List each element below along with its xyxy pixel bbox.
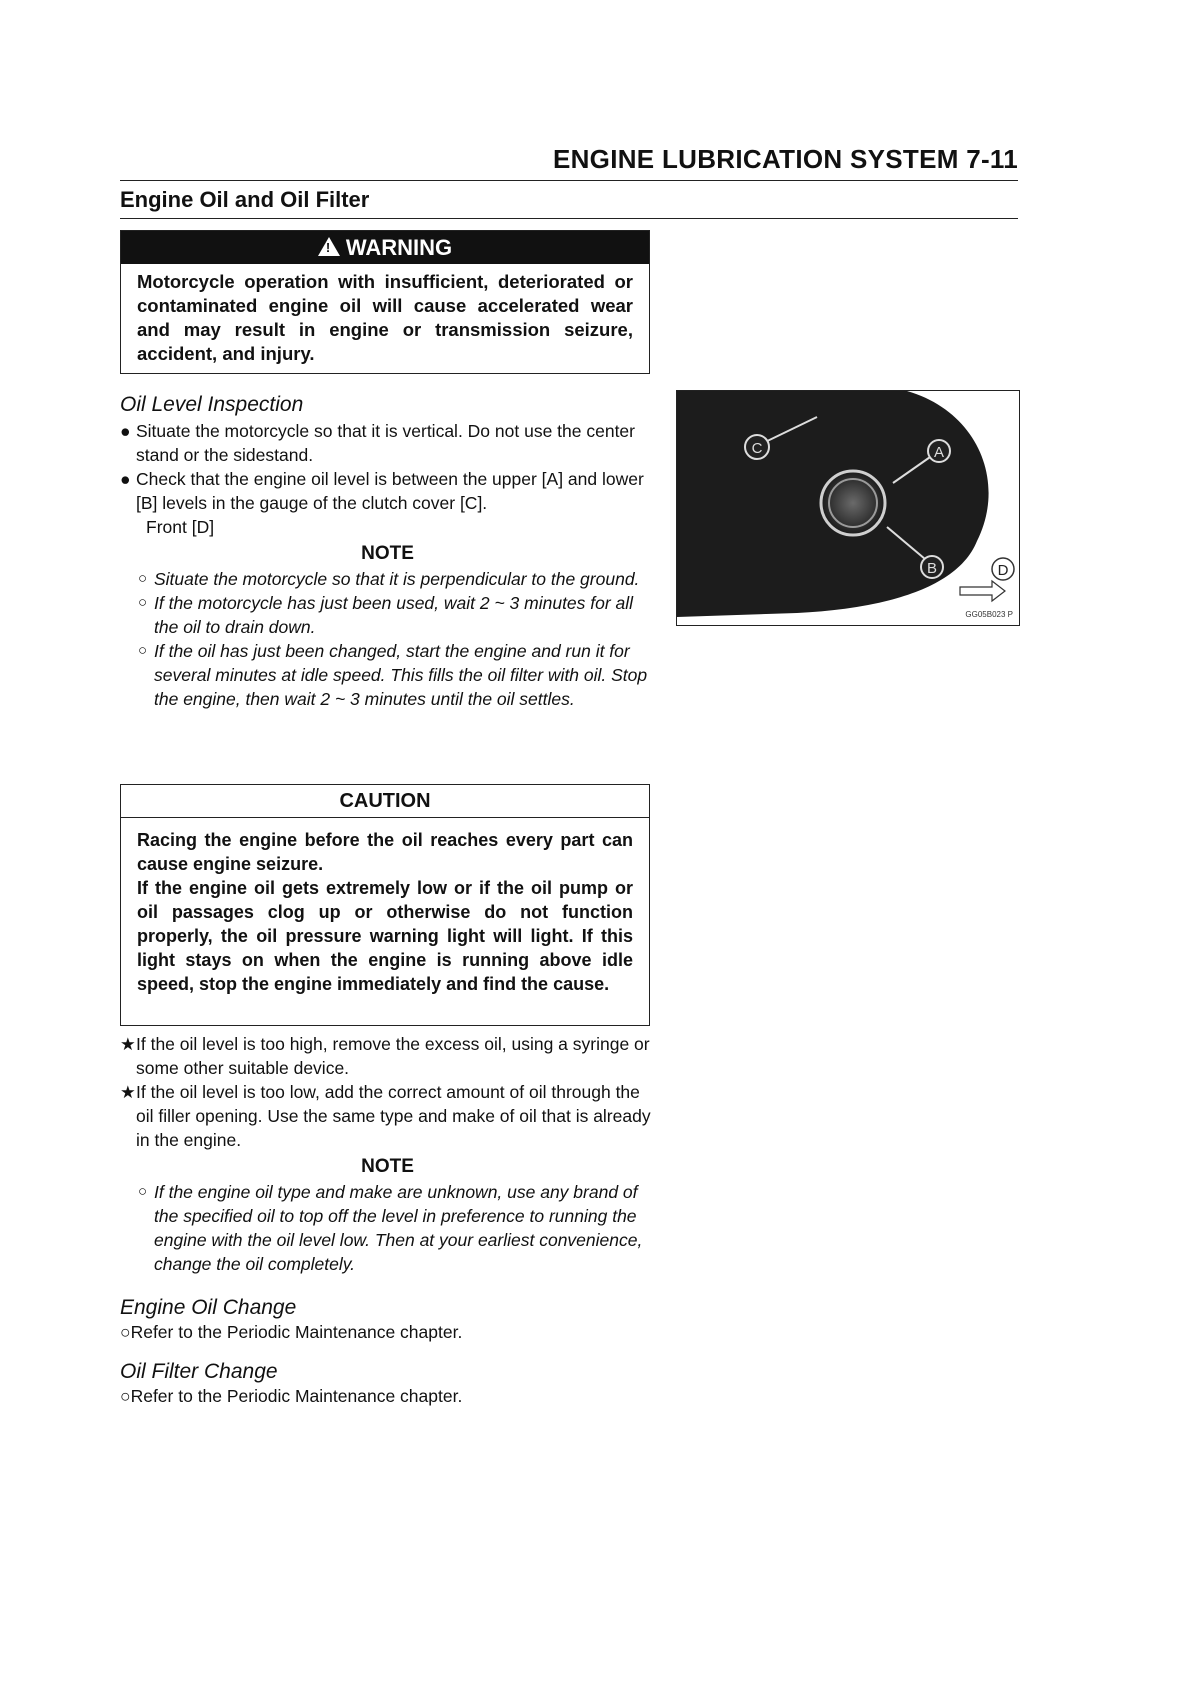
caution-text <box>137 828 633 996</box>
note-item <box>120 639 655 711</box>
note-mark: ○ <box>138 642 148 659</box>
star-mark: ★ <box>120 1034 136 1054</box>
callout-d-label: D <box>997 562 1009 579</box>
oil-gauge-illustration <box>677 391 1019 625</box>
caution-box <box>120 784 650 1026</box>
oil-level-section <box>120 393 655 711</box>
note-item <box>120 1180 655 1276</box>
caution-title: CAUTION <box>121 785 649 818</box>
bullet-mark: ● <box>120 469 131 489</box>
note-title: NOTE <box>361 543 414 564</box>
warning-box <box>120 230 650 374</box>
header-rule-top <box>120 180 1018 181</box>
note-mark: ○ <box>120 1322 131 1342</box>
note-mark: ○ <box>138 594 148 611</box>
bullet-mark: ● <box>120 421 131 441</box>
note-mark: ○ <box>120 1386 131 1406</box>
note-mark: ○ <box>138 1183 148 1200</box>
note-item <box>120 567 655 591</box>
callout-b-label: B <box>926 560 938 577</box>
filter-change-section <box>120 1360 655 1408</box>
filter-change-text <box>120 1384 655 1408</box>
star-item <box>120 1080 655 1152</box>
oil-level-bullet-text: Check that the engine oil level is between the upper [A] and lower [B] levels in the gauge of the clutch cover [C]. <box>136 469 644 513</box>
note-item-text: If the motorcycle has just been used, wait 2 ~ 3 minutes for all the oil to drain down. <box>154 593 634 637</box>
chapter-title: ENGINE LUBRICATION SYSTEM 7-11 <box>552 144 1018 174</box>
oil-change-heading: Engine Oil Change <box>120 1296 297 1319</box>
caution-paragraph: Racing the engine before the oil reaches every part can cause engine seizure. <box>137 830 633 874</box>
oil-level-bullet-text: Situate the motorcycle so that it is vertical. Do not use the center stand or the sidestand. <box>136 421 635 465</box>
star-item <box>120 1032 655 1080</box>
star-item-text: If the oil level is too high, remove the excess oil, using a syringe or some other suitable device. <box>136 1034 650 1078</box>
oil-level-bullet <box>120 467 655 515</box>
oil-gauge-figure <box>676 390 1020 626</box>
oil-change-section <box>120 1296 655 1344</box>
filter-change-heading: Oil Filter Change <box>120 1360 278 1383</box>
header-rule-bottom <box>120 218 1018 219</box>
caution-paragraph: If the engine oil gets extremely low or if the oil pump or oil passages clog up or otherwise do not function properly, the oil pressure warning light will light. If this light stays on when the engine is running above idle speed, stop the engine immediately and find the cause. <box>137 878 633 994</box>
oil-level-bullet <box>120 419 655 467</box>
callout-d-icon <box>992 558 1014 580</box>
note-item <box>120 591 655 639</box>
section-title: Engine Oil and Oil Filter <box>120 187 370 212</box>
star-mark: ★ <box>120 1082 136 1102</box>
note-item-text: Situate the motorcycle so that it is perpendicular to the ground. <box>154 569 640 589</box>
warning-label: WARNING <box>345 234 453 260</box>
filter-change-ref: Refer to the Periodic Maintenance chapter. <box>130 1386 463 1406</box>
note-item-text: If the engine oil type and make are unknown, use any brand of the specified oil to top off the level in preference to running the engine with the oil level low. Then at your earliest convenience, change the oil completely. <box>154 1182 643 1274</box>
adjustments-section <box>120 1032 655 1276</box>
warning-triangle-icon <box>318 237 340 256</box>
oil-change-ref: Refer to the Periodic Maintenance chapter. <box>130 1322 463 1342</box>
star-item-text: If the oil level is too low, add the correct amount of oil through the oil filler opening. Use the same type and make of oil that is already in the engine. <box>136 1082 651 1150</box>
warning-bar <box>121 231 649 264</box>
callout-a-label: A <box>933 444 945 461</box>
note-item-text: If the oil has just been changed, start the engine and run it for several minutes at idle speed. This fills the oil filter with oil. Stop the engine, then wait 2 ~ 3 minutes until the oil settles. <box>154 641 648 709</box>
oil-change-text <box>120 1320 655 1344</box>
oil-level-heading: Oil Level Inspection <box>120 393 304 416</box>
warning-text: Motorcycle operation with insufficient, deteriorated or contaminated engine oil will cause accelerated wear and may result in engine or transmission seizure, accident, and injury. <box>137 271 633 364</box>
front-label: Front [D] <box>146 517 215 537</box>
note-mark: ○ <box>138 570 148 587</box>
note-title: NOTE <box>361 1156 414 1177</box>
callout-c-label: C <box>751 440 763 457</box>
figure-code: GG05B023 P <box>965 610 1013 619</box>
